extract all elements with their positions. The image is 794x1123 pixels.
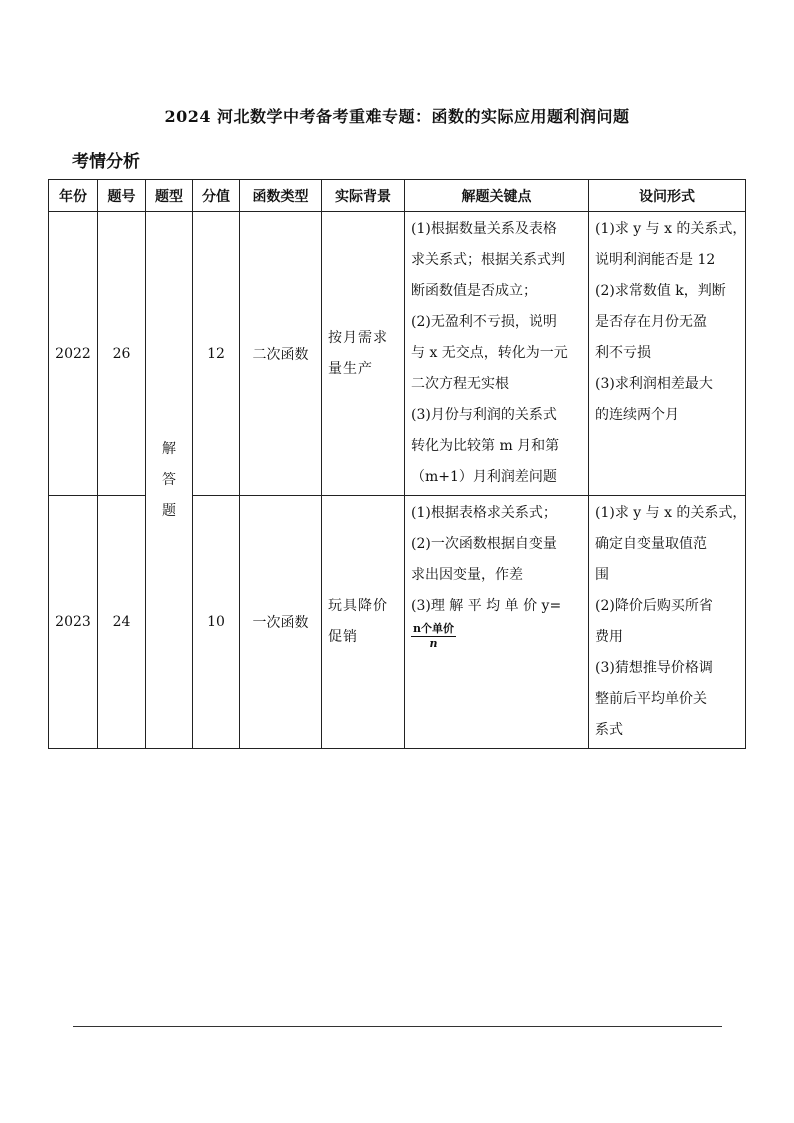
question-type-char: 题: [162, 502, 176, 519]
number-cell: 24: [98, 496, 146, 749]
question-type-char: 答: [162, 471, 176, 488]
background-cell: [322, 496, 405, 749]
question-line: (2)降价后购买所省: [595, 598, 713, 614]
header-key-points: 解题关键点: [405, 180, 589, 212]
background-line: 玩具降价: [328, 598, 388, 614]
key-points-cell: [405, 212, 589, 496]
score-cell: 12: [193, 212, 240, 496]
header-year: 年份: [49, 180, 98, 212]
average-price-fraction: [411, 622, 456, 651]
question-line: (2)求常数值 k，判断: [595, 283, 726, 299]
question-line: 围: [595, 567, 609, 583]
question-line: 系式: [595, 722, 623, 738]
fraction-denominator: n: [429, 637, 438, 650]
question-line: (1)求 y 与 x 的关系式，: [595, 505, 747, 521]
key-point-line: 求关系式；根据关系式判: [411, 252, 565, 268]
year-cell: 2023: [49, 496, 98, 749]
question-line: 的连续两个月: [595, 407, 679, 423]
table-row: [49, 212, 746, 496]
key-point-line: (2)一次函数根据自变量: [411, 536, 557, 552]
background-line: 按月需求: [328, 329, 388, 346]
score-cell: 10: [193, 496, 240, 749]
question-line: 整前后平均单价关: [595, 691, 707, 707]
background-line: 促销: [328, 629, 358, 645]
background-cell: [322, 212, 405, 496]
question-line: 说明利润能否是 12: [595, 252, 716, 268]
question-type-char: 解: [162, 440, 176, 457]
header-score: 分值: [193, 180, 240, 212]
function-type-cell: 二次函数: [240, 212, 322, 496]
key-point-line: (3)理 解 平 均 单 价 y=: [411, 598, 562, 614]
function-type-cell: 一次函数: [240, 496, 322, 749]
key-point-line: 求出因变量，作差: [411, 567, 523, 583]
footer-divider: [73, 1026, 722, 1027]
question-line: (3)求利润相差最大: [595, 376, 713, 392]
questions-cell: [589, 496, 746, 749]
questions-cell: [589, 212, 746, 496]
key-point-line: (1)根据数量关系及表格: [411, 221, 557, 237]
fraction-line: [411, 622, 582, 651]
header-function-type: 函数类型: [240, 180, 322, 212]
key-point-line: 断函数值是否成立；: [411, 283, 537, 299]
key-point-line: (3)月份与利润的关系式: [411, 407, 557, 423]
key-points-cell: [405, 496, 589, 749]
key-point-line: (2)无盈利不亏损，说明: [411, 314, 557, 330]
number-cell: 26: [98, 212, 146, 496]
question-line: 费用: [595, 629, 623, 645]
question-type-cell: [146, 212, 193, 749]
question-line: 利不亏损: [595, 345, 651, 361]
header-question-form: 设问形式: [589, 180, 746, 212]
table-header-row: [49, 180, 746, 212]
header-background: 实际背景: [322, 180, 405, 212]
question-line: 确定自变量取值范: [595, 536, 707, 552]
key-point-line: 与 x 无交点，转化为一元: [411, 345, 568, 361]
key-point-line: 二次方程无实根: [411, 376, 509, 392]
fraction-numerator: n个单价: [413, 622, 454, 635]
section-heading: 考情分析: [72, 152, 140, 172]
year-cell: 2022: [49, 212, 98, 496]
key-point-line: (1)根据表格求关系式；: [411, 505, 557, 521]
key-point-line: （m+1）月利润差问题: [411, 469, 557, 485]
header-question-type: 题型: [146, 180, 193, 212]
question-line: (1)求 y 与 x 的关系式，: [595, 221, 747, 237]
question-line: (3)猜想推导价格调: [595, 660, 713, 676]
question-line: 是否存在月份无盈: [595, 314, 707, 330]
exam-analysis-table: [48, 179, 746, 749]
background-line: 量生产: [328, 360, 373, 377]
document-title: 2024 河北数学中考备考重难专题：函数的实际应用题利润问题: [164, 107, 630, 126]
key-point-line: 转化为比较第 m 月和第: [411, 438, 560, 454]
header-number: 题号: [98, 180, 146, 212]
